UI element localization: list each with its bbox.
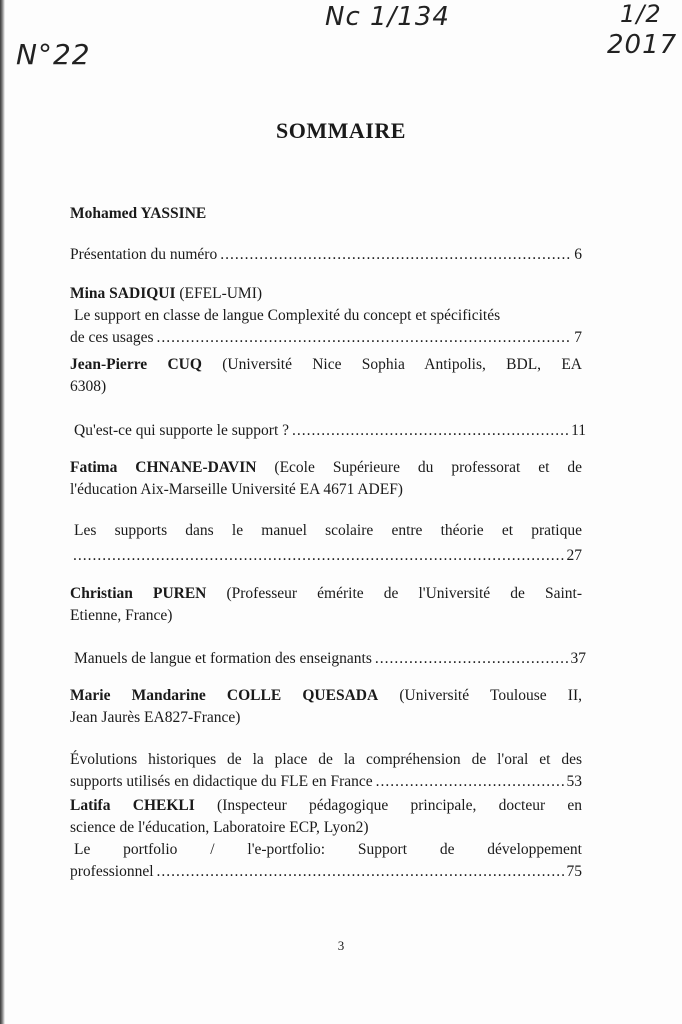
author-name: Marie Mandarine COLLE QUESADA [70, 687, 379, 704]
toc-line [70, 648, 586, 670]
leader-dots [292, 420, 568, 442]
page-number: 3 [337, 938, 345, 953]
author-name: Fatima CHNANE-DAVIN [70, 459, 257, 476]
page-ref: 27 [566, 547, 582, 564]
scan-edge [0, 0, 5, 1024]
article-title-line: Le portfolio / l'e-portfolio: Support de développement [74, 841, 582, 858]
article-title: Qu'est-ce qui supporte le support ? [74, 422, 290, 439]
page-ref: 75 [566, 863, 582, 880]
handwritten-fraction: 1/2 [620, 0, 662, 28]
article-title-line: Évolutions historiques de la place de la compréhension de l'oral et des [70, 751, 582, 768]
author-name: Christian PUREN [70, 585, 207, 602]
author-affiliation: (EFEL-UMI) [179, 285, 263, 302]
leader-dots [157, 861, 564, 883]
page-ref: 37 [570, 650, 586, 667]
page-ref: 53 [566, 773, 582, 790]
author-affiliation-cont: science de l'éducation, Laboratoire ECP, Lyon2) [70, 819, 369, 836]
author-affiliation-cont: l'éducation Aix-Marseille Université EA 4671 ADEF) [70, 481, 403, 498]
article-title: Présentation du numéro [70, 246, 218, 263]
author-affiliation: (Université Toulouse II, [399, 687, 583, 704]
handwritten-issue-mark: N°22 [16, 38, 91, 71]
leader-dots [73, 545, 564, 567]
author-affiliation-cont: Jean Jaurès EA827-France) [70, 709, 241, 726]
toc-entry [70, 203, 582, 225]
toc-line [70, 749, 582, 793]
page-title: SOMMAIRE [276, 118, 406, 143]
toc-entry [70, 685, 582, 729]
article-title: Manuels de langue et formation des enseignants [74, 650, 372, 667]
toc-entry [70, 283, 582, 349]
author-affiliation-cont: 6308) [70, 378, 107, 395]
toc-entry [70, 795, 582, 883]
leader-dots [220, 244, 571, 266]
handwritten-reference: Nc 1/134 [325, 2, 450, 32]
author-affiliation-cont: Etienne, France) [70, 607, 173, 624]
page-ref: 6 [574, 246, 582, 263]
toc-line [70, 244, 582, 266]
author-affiliation: (Université Nice Sophia Antipolis, BDL, EA [222, 356, 582, 373]
toc-line [70, 420, 586, 442]
leader-dots [375, 648, 568, 670]
author-affiliation: (Professeur émérite de l'Université de Saint- [226, 585, 583, 602]
toc-entry [70, 583, 582, 627]
toc-entry [70, 457, 582, 501]
author-name: Jean-Pierre CUQ [70, 356, 202, 373]
article-title-line: Le support en classe de langue Complexité du concept et spécificités [74, 307, 501, 324]
author-name: Mina SADIQUI [70, 285, 176, 302]
article-title: supports utilisés en didactique du FLE en France [70, 773, 373, 790]
leader-dots [376, 771, 564, 793]
toc-line [70, 520, 582, 567]
author-name: Mohamed YASSINE [70, 205, 207, 222]
author-name: Latifa CHEKLI [70, 797, 195, 814]
leader-dots [157, 327, 572, 349]
page-ref: 11 [571, 422, 586, 439]
author-affiliation: (Inspecteur pédagogique principale, docteur en [217, 797, 583, 814]
article-title: professionnel [70, 863, 154, 880]
handwritten-year: 2017 [607, 30, 678, 60]
author-affiliation: (Ecole Supérieure du professorat et de [274, 459, 582, 476]
page-ref: 7 [574, 329, 582, 346]
article-title: de ces usages [70, 329, 154, 346]
toc-entry [70, 354, 582, 398]
article-title-line: Les supports dans le manuel scolaire entre théorie et pratique [74, 522, 582, 539]
